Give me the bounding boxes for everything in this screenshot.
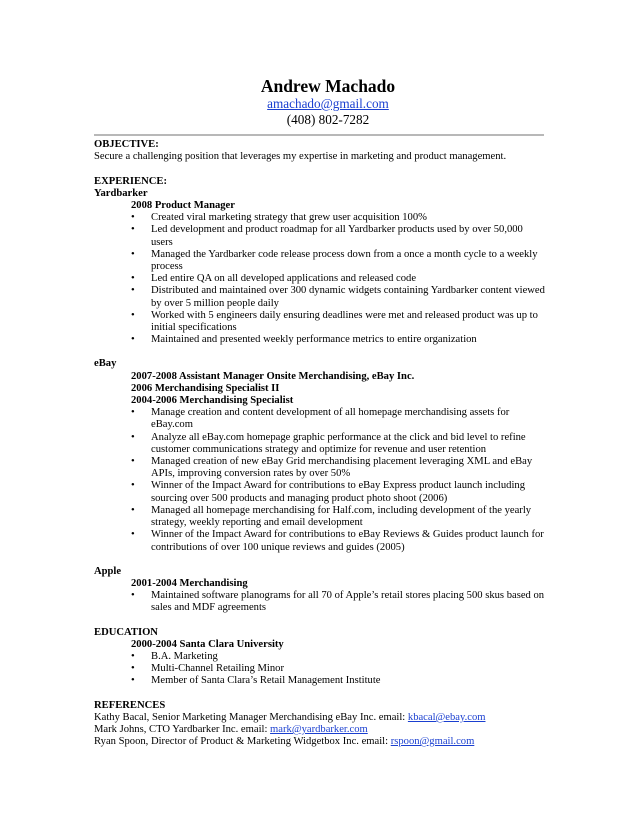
reference-text: Ryan Spoon, Director of Product & Marketing Widgetbox Inc. email:: [94, 736, 391, 748]
list-item: • Multi-Channel Retailing Minor: [131, 663, 546, 675]
list-item: • Created viral marketing strategy that grew user acquisition 100%: [131, 212, 546, 224]
list-item: • Member of Santa Clara’s Retail Management Institute: [131, 675, 546, 687]
list-item: • Maintained software planograms for all 70 of Apple’s retail stores placing 500 skus based on sales and MDF agreements: [131, 590, 546, 614]
job-title: 2007-2008 Assistant Manager Onsite Merchandising, eBay Inc.: [131, 370, 415, 382]
candidate-name: Andrew Machado: [260, 76, 396, 96]
education-block: [94, 639, 546, 688]
reference-item: [94, 712, 546, 724]
resume-page: [94, 76, 546, 748]
reference-text: Mark Johns, CTO Yardbarker Inc. email:: [94, 723, 271, 735]
education-bullets: [131, 651, 546, 688]
job-title: 2006 Merchandising Specialist II: [131, 382, 280, 394]
reference-text: Kathy Bacal, Senior Marketing Manager Merchandising eBay Inc. email:: [94, 711, 408, 723]
job-bullets: [131, 212, 546, 346]
company-name: eBay: [94, 358, 117, 370]
objective-text: Secure a challenging position that leverages my expertise in marketing and product management.: [94, 151, 507, 163]
list-item: • Winner of the Impact Award for contributions to eBay Reviews & Guides product launch for contributions of over 100 unique reviews and guides (2005): [131, 529, 546, 553]
reference-email-link[interactable]: kbacal@ebay.com: [407, 711, 486, 723]
header-divider: [94, 134, 544, 136]
education-title: 2000-2004 Santa Clara University: [131, 638, 284, 650]
list-item: • Maintained and presented weekly performance metrics to entire organization: [131, 334, 546, 346]
job-title: 2004-2006 Merchandising Specialist: [131, 395, 294, 407]
reference-email-link[interactable]: mark@yardbarker.com: [270, 723, 368, 735]
job-title: 2008 Product Manager: [131, 200, 235, 212]
reference-email-link[interactable]: rspoon@gmail.com: [390, 736, 475, 748]
company-block: [94, 200, 546, 346]
header-email-link[interactable]: amachado@gmail.com: [267, 96, 389, 111]
list-item: • Led development and product roadmap for all Yardbarker products used by over 50,000 users: [131, 224, 546, 248]
references-heading: REFERENCES: [94, 699, 166, 711]
reference-item: [94, 736, 546, 748]
company-name: Yardbarker: [94, 187, 148, 199]
list-item: • Distributed and maintained over 300 dynamic widgets containing Yardbarker content viewed by over 5 million people daily: [131, 285, 546, 309]
reference-item: [94, 724, 546, 736]
list-item: • Manage creation and content development of all homepage merchandising assets for eBay.com: [131, 407, 546, 431]
resume-header: [110, 76, 546, 128]
company-block: [94, 578, 546, 615]
list-item: • Managed all homepage merchandising for Half.com, including development of the yearly strategy, weekly reporting and email development: [131, 505, 546, 529]
list-item: • Managed the Yardbarker code release process down from a once a month cycle to a weekly process: [131, 249, 546, 273]
job-bullets: [131, 407, 546, 553]
job-bullets: [131, 590, 546, 614]
list-item: • Analyze all eBay.com homepage graphic performance at the click and bid level to refine customer communications strategy and optimize for revenue and user retention: [131, 432, 546, 456]
list-item: • Managed creation of new eBay Grid merchandising placement leveraging XML and eBay APIs, improving conversion rates by over 50%: [131, 456, 546, 480]
list-item: • Winner of the Impact Award for contributions to eBay Express product launch including sourcing over 500 products and managing product photo shoot (2006): [131, 480, 546, 504]
company-name: Apple: [94, 565, 122, 577]
list-item: • B.A. Marketing: [131, 651, 546, 663]
job-title: 2001-2004 Merchandising: [131, 577, 248, 589]
company-block: [94, 371, 546, 554]
list-item: • Led entire QA on all developed applications and released code: [131, 273, 546, 285]
experience-heading: EXPERIENCE:: [94, 175, 167, 187]
objective-heading: OBJECTIVE:: [94, 139, 159, 151]
education-heading: EDUCATION: [94, 626, 158, 638]
list-item: • Worked with 5 engineers daily ensuring deadlines were met and released product was up to initial specifications: [131, 310, 546, 334]
header-phone: (408) 802-7282: [286, 112, 370, 128]
